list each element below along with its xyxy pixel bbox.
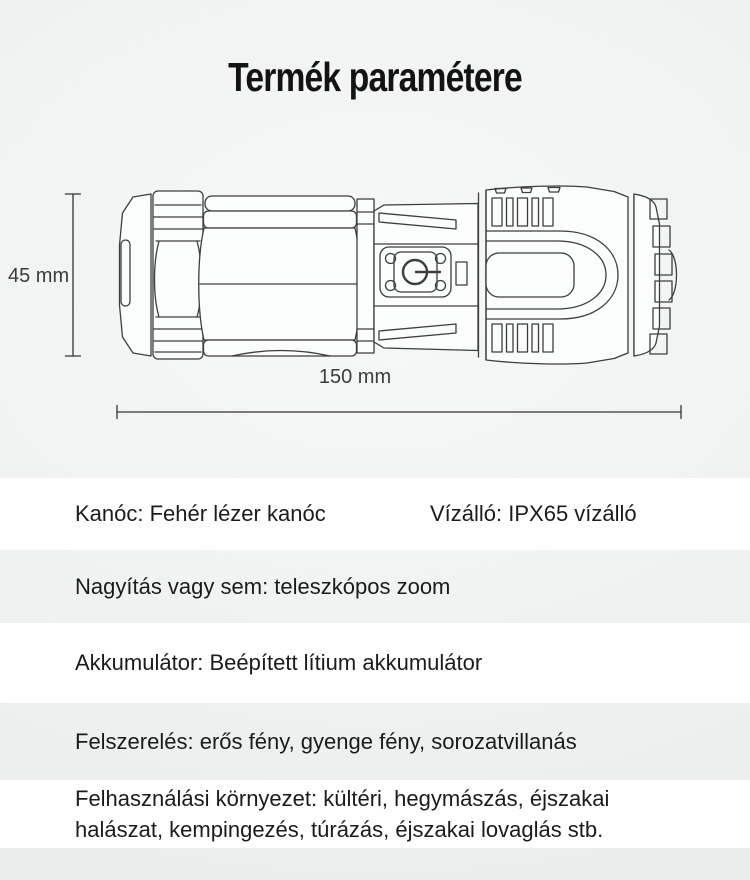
spec-row-modes	[0, 703, 750, 780]
spec-environment-line2: halászat, kempingezés, túrázás, éjszakai lovaglás stb.	[75, 817, 604, 842]
spec-battery: Akkumulátor: Beépített lítium akkumulátor	[75, 650, 483, 675]
spec-modes: Felszerelés: erős fény, gyenge fény, sorozatvillanás	[75, 728, 577, 754]
spec-row-battery	[0, 623, 750, 703]
flashlight-head-bezel	[120, 194, 152, 356]
length-dimension-label: 150 mm	[318, 366, 392, 388]
tail-handle	[479, 186, 629, 364]
zoom-ring	[153, 191, 203, 359]
spec-row-wick-waterproof	[0, 478, 750, 550]
spec-row-environment	[0, 780, 750, 848]
height-dimension-label: 45 mm	[8, 265, 70, 287]
page-title: Termék paramétere	[228, 54, 522, 100]
spec-wick: Kanóc: Fehér lézer kanóc	[75, 501, 326, 526]
spec-waterproof: Vízálló: IPX65 vízálló	[430, 501, 637, 526]
neck-ring	[357, 199, 374, 353]
tail-cap	[634, 194, 677, 356]
length-dimension-line	[117, 406, 681, 419]
spec-environment-line1: Felhasználási környezet: kültéri, hegymászás, éjszakai	[75, 786, 610, 811]
spec-row-zoom	[0, 550, 750, 623]
head-barrel	[199, 196, 361, 356]
spec-zoom: Nagyítás vagy sem: teleszkópos zoom	[75, 573, 451, 599]
